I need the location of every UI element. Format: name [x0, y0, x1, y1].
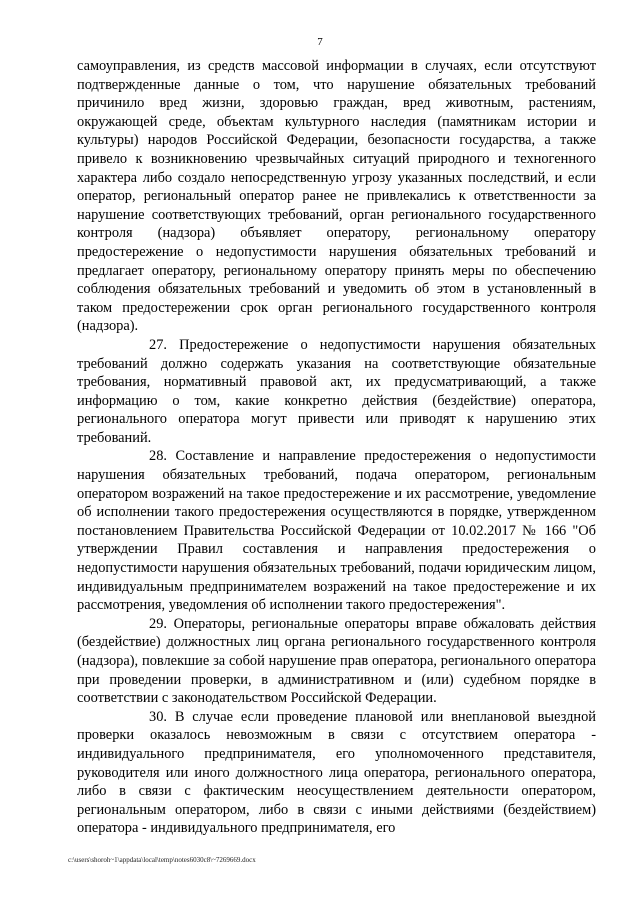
- paragraph-continuation: самоуправления, из средств массовой информации в случаях, если отсутствуют подтвержденные данные о том, что нарушение обязательных требований причинило вред жизни, здоровью граждан, вред животным, растениям, окружающей среде, объектам культурного наследия (памятникам истории и культуры) народов Российской Федерации, безопасности государства, а также привело к возникновению чрезвычайных ситуаций природного и техногенного характера либо создало непосредственную угрозу указанных последствий, и если оператор, региональный оператор ранее не привлекались к ответственности за нарушение соответствующих требований, орган регионального государственного контроля (надзора) объявляет оператору, региональному оператору предостережение о недопустимости нарушения обязательных требований и предлагает оператору, региональному оператору принять меры по обеспечению соблюдения обязательных требований и уведомить об этом в установленный в таком предостережении срок орган регионального государственного контроля (надзора).: [77, 58, 596, 335]
- paragraph-28: 28. Составление и направление предостережения о недопустимости нарушения обязательных требований, подача оператором, региональным оператором возражений на такое предостережение и их рассмотрение, уведомление об исполнении такого предостережения осуществляются в порядке, утвержденном постановлением Правительства Российской Федерации от 10.02.2017 № 166 "Об утверждении Правил составления и направления предостережения о недопустимости нарушения обязательных требований, подачи юридическим лицом, индивидуальным предпринимателем возражений на такое предостережение и их рассмотрения, уведомления об исполнении такого предостережения".: [77, 448, 596, 614]
- document-body: [77, 57, 596, 838]
- footer-file-path: c:\users\shoroh~1\appdata\local\temp\notes6030c8\~7269669.docx: [68, 856, 256, 864]
- page-number: 7: [317, 36, 323, 48]
- paragraph-27: 27. Предостережение о недопустимости нарушения обязательных требований должно содержать указания на соответствующие обязательные требования, нормативный правовой акт, их предусматривающий, а также информацию о том, какие конкретно действия (бездействие) оператора, регионального оператора могут привести или приводят к нарушению этих требований.: [77, 336, 596, 446]
- paragraph-29: 29. Операторы, региональные операторы вправе обжаловать действия (бездействие) должностных лиц органа регионального государственного контроля (надзора), повлекшие за собой нарушение прав оператора, регионального оператора при проведении проверки, в административном и (или) судебном порядке в соответствии с законодательством Российской Федерации.: [77, 615, 596, 707]
- paragraph-30: 30. В случае если проведение плановой или внеплановой выездной проверки оказалось невозможным в связи с отсутствием оператора - индивидуального предпринимателя, его уполномоченного представителя, руководителя или иного должностного лица оператора, регионального оператора, либо в связи с фактическим неосуществлением деятельности оператором, региональным оператором, либо в связи с иными действиями (бездействием) оператора - индивидуального предпринимателя, его: [77, 708, 596, 837]
